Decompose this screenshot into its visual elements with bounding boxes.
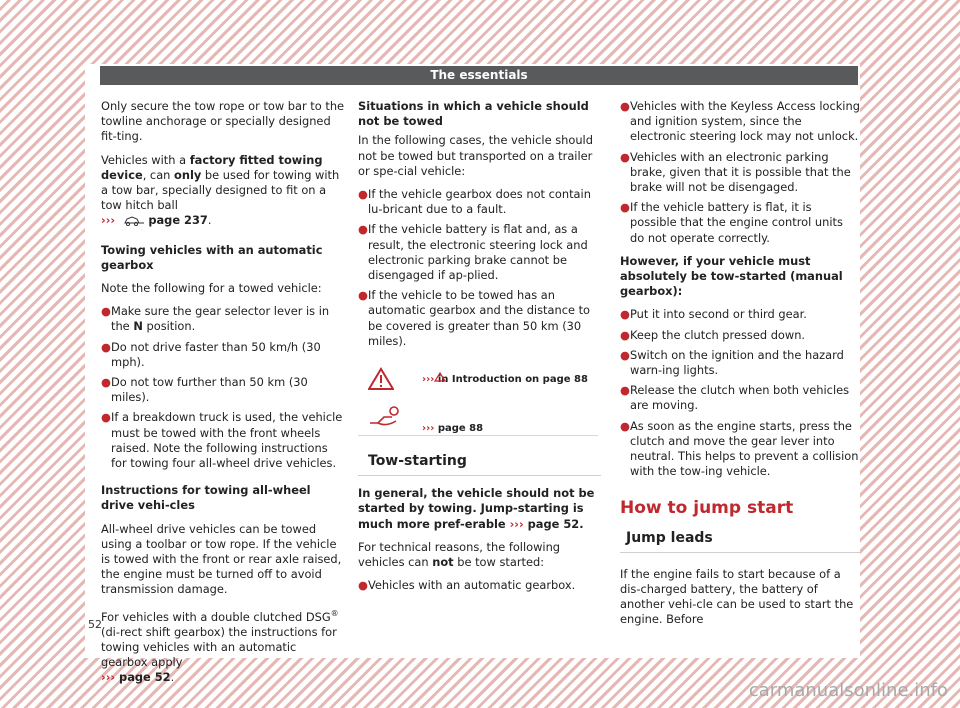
- bullet-icon: ●: [101, 410, 111, 425]
- bullet-icon: ●: [620, 307, 630, 322]
- ref-arrow: ›››: [101, 213, 116, 228]
- bullet-icon: ●: [358, 288, 368, 303]
- list-item: ● If the vehicle to be towed has an automatic gearbox and the distance to be covered is greater than 50 km (30 miles).: [358, 288, 591, 348]
- bullet-icon: ●: [620, 383, 630, 398]
- ref-arrow: ›››: [101, 670, 116, 685]
- page-header: The essentials: [100, 66, 858, 85]
- link-page-52[interactable]: page 52: [523, 516, 580, 531]
- paragraph-note-following: Note the following for a towed vehicle:: [101, 281, 322, 296]
- list-item: ● Put it into second or third gear.: [620, 307, 807, 322]
- link-introduction-page-88[interactable]: in Introduction on page 88: [434, 374, 588, 386]
- list-item: ● As soon as the engine starts, press the clutch and move the gear lever into neutral. This helps to prevent a collision with the tow-ing vehicle.: [620, 418, 859, 479]
- heading-must-tow-start: However, if your vehicle must absolutely be tow-started (manual gearbox):: [620, 253, 843, 299]
- heading-automatic-gearbox: Towing vehicles with an automatic gearbox: [101, 242, 323, 272]
- bullet-icon: ●: [358, 187, 368, 202]
- link-page-237[interactable]: page 237: [148, 213, 208, 228]
- list-item: ● Do not tow further than 50 km (30 miles).: [101, 375, 308, 405]
- bullet-icon: ●: [620, 200, 630, 215]
- paragraph-all-wheel-drive: All-wheel drive vehicles can be towed using a toolbar or tow rope. If the vehicle is towed with the front or rear axle raised, the engine must be turned off to avoid transmission damage.: [101, 521, 342, 597]
- small-warning-icon: [434, 372, 446, 382]
- list-item: ● Vehicles with an automatic gearbox.: [358, 578, 576, 593]
- column-2: [358, 99, 601, 598]
- link-page-88[interactable]: page 88: [434, 423, 484, 435]
- link-page-52[interactable]: page 52: [115, 670, 171, 685]
- list-item: ● Vehicles with the Keyless Access locking and ignition system, since the electronic steering lock may not unlock.: [620, 99, 860, 144]
- heading-not-towed: Situations in which a vehicle should not be towed: [358, 99, 589, 129]
- bullet-icon: ●: [620, 327, 630, 342]
- list-item: ● If the vehicle gearbox does not contain lu-bricant due to a fault.: [358, 187, 591, 217]
- bullet-icon: ●: [101, 339, 111, 354]
- list-item: ● Do not drive faster than 50 km/h (30 mph).: [101, 339, 321, 369]
- list-item: ● Keep the clutch pressed down.: [620, 327, 806, 342]
- bullet-icon: ●: [620, 99, 630, 113]
- list-item: ● Release the clutch when both vehicles are moving.: [620, 383, 850, 413]
- watermark: carmanualsonline.info: [748, 680, 948, 701]
- list-item: ● If the vehicle battery is flat and, as a result, the electronic steering lock and electronic parking brake cannot be disengaged if ap-plied.: [358, 222, 588, 283]
- warning-reference-box: ››› in Introduction on page 88 ››› page 88: [358, 363, 598, 436]
- paragraph-following-cases: In the following cases, the vehicle should not be towed but transported on a trailer or spe-cial vehicle:: [358, 133, 593, 178]
- list-item: ● If the vehicle battery is flat, it is possible that the engine control units do not operate correctly.: [620, 200, 843, 245]
- paragraph-discharged-battery: If the engine fails to start because of a dis-charged battery, the battery of another vehi-cle can be used to start the engine. Before: [620, 566, 854, 627]
- bullet-icon: ●: [358, 578, 368, 593]
- paragraph-towing-device: Vehicles with a factory fitted towing device, can only be used for towing with a tow bar, specially designed to fit on a tow hitch ball ››› page 237.: [101, 152, 340, 228]
- bullet-icon: ●: [620, 149, 630, 164]
- list-item: ● Switch on the ignition and the hazard warn-ing lights.: [620, 347, 844, 378]
- bullet-icon: ●: [620, 418, 630, 433]
- heading-all-wheel-drive: Instructions for towing all-wheel drive vehi-cles: [101, 483, 311, 513]
- paragraph-tow-rope: Only secure the tow rope or tow bar to the towline anchorage or specially designed fit-ting.: [101, 99, 345, 144]
- car-towing-icon: [123, 214, 145, 226]
- bullet-icon: ●: [101, 304, 111, 319]
- subheading-jump-leads: Jump leads: [620, 531, 860, 553]
- paragraph-dsg: For vehicles with a double clutched DSG® (di-rect shift gearbox) the instructions for towing vehicles with an automatic gearbox apply ››› page 52.: [101, 608, 339, 685]
- paragraph-jump-preferable: In general, the vehicle should not be started by towing. Jump-starting is much more pref-erable ››› page 52.: [358, 486, 595, 531]
- bullet-icon: ●: [101, 375, 111, 390]
- bullet-icon: ●: [620, 347, 630, 362]
- environment-hand-icon: [368, 403, 402, 429]
- warning-triangle-icon: [368, 367, 394, 391]
- column-1: [101, 99, 345, 694]
- chapter-title: How to jump start: [620, 498, 794, 519]
- list-item: ● Vehicles with an electronic parking brake, given that it is possible that the brake will not be disengaged.: [620, 149, 851, 195]
- column-3: [620, 99, 860, 636]
- section-title-tow-starting: Tow-starting: [358, 454, 601, 476]
- bullet-icon: ●: [358, 222, 368, 237]
- list-item: ● If a breakdown truck is used, the vehicle must be towed with the front wheels raised. Note the following instructions for towing four all-wheel drive vehicles.: [101, 410, 343, 471]
- list-item: ● Make sure the gear selector lever is in the N position.: [101, 304, 330, 334]
- page-number: 52: [88, 618, 102, 631]
- paragraph-technical-reasons: For technical reasons, the following vehicles can not be tow started:: [358, 539, 561, 570]
